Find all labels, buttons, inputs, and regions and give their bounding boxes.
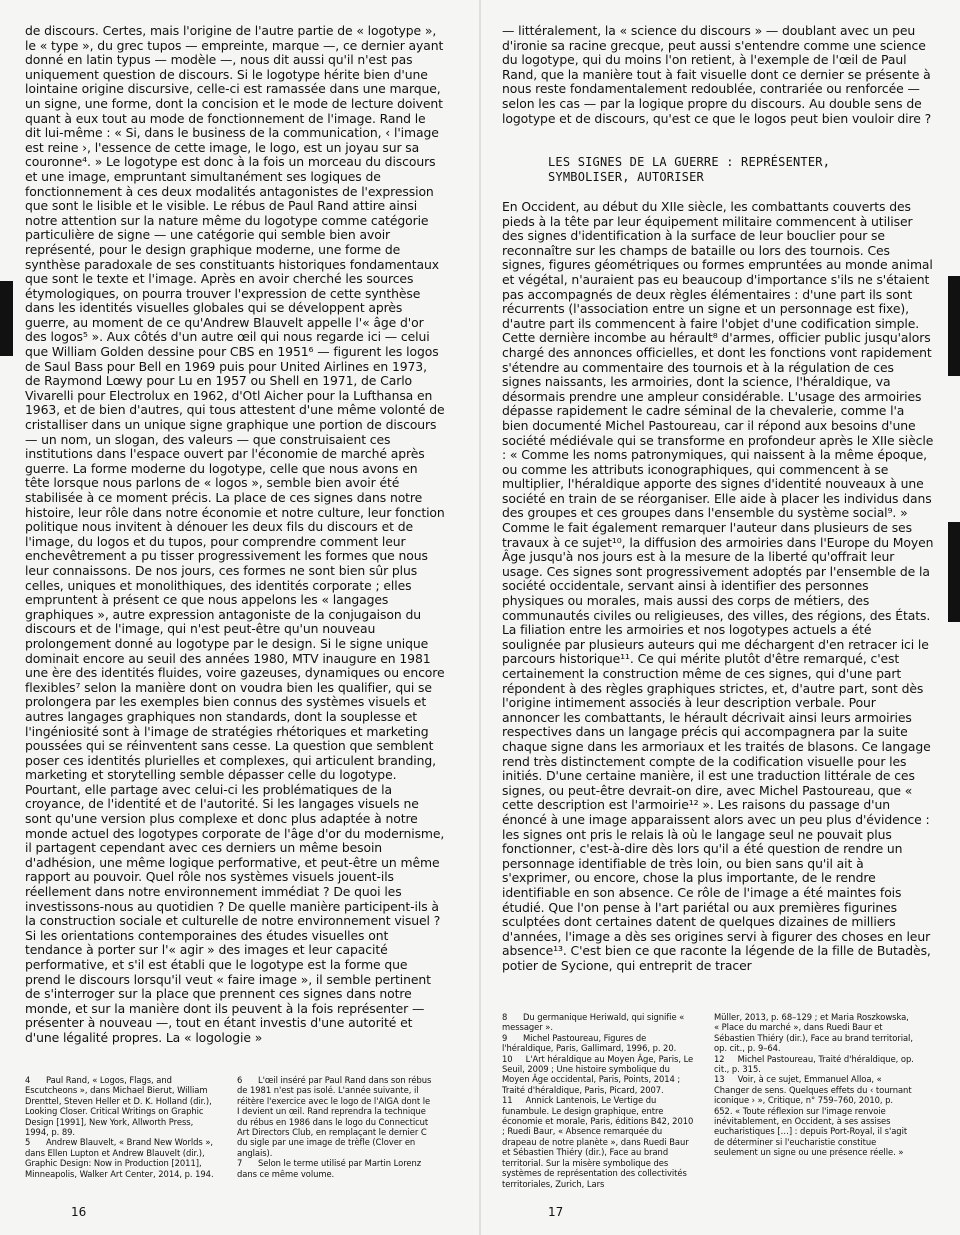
footnote-8: 8 Du germanique Heriwald, qui signifie « messager ». xyxy=(502,1012,685,1033)
left-footnotes-column-1 xyxy=(25,1075,217,1179)
footnote-13: 13 Voir, à ce sujet, Emmanuel Alloa, « Changer de sens. Quelques effets du ‹ tournant iconique › », Critique, n° 759–760, 2010, p. 652. « Toute réflexion sur l'image renvoie inévitablement, en Occident, à ses assises eucharistiques […] : depuis Port-Royal, il s'agit de déterminer si l'eucharistie constitue seulement un signe ou une présence réelle. » xyxy=(714,1074,912,1158)
left-edge-marker xyxy=(0,281,13,356)
right-edge-marker-1 xyxy=(948,276,960,376)
right-body-text: En Occident, au début du XIIe siècle, les combattants couverts des pieds à la tête par leur équipement militaire commencent à utiliser des signes d'identification à la surface de leur bouclier pour se reconnaître sur les champs de bataille ou lors des tournois. Ces signes, figures géométriques ou formes empruntées au monde animal et végétal, n'auraient pas eu beaucoup d'importance s'ils ne s'étaient pas accompagnés de deux règles élémentaires : d'une part ils sont récurrents (l'association entre un signe et un personnage est fixe), d'autre part ils commencent à faire l'objet d'une codification simple. Cette dernière incombe au hérault⁸ d'armes, officier public jusqu'alors chargé des annonces officielles, et dont les fonctions vont rapidement s'étendre au commentaire des tournois et à la régulation de ces signes naissants, les armoiries, dont la science, l'héraldique, va désormais prendre une ampleur considérable. L'usage des armoiries dépasse rapidement le cadre séminal de la chevalerie, comme l'a bien documenté Michel Pastoureau, car il répond aux besoins d'une société médiévale qui se transforme en profondeur après le XIIe siècle : « Comme les noms patronymiques, qui naissent à la même époque, ou comme les attributs iconographiques, qui commencent à se multiplier, l'héraldique apporte des signes d'identité nouveaux à une société en train de se réorganiser. Elle aide à placer les individus dans des groupes et ces groupes dans l'ensemble du système social⁹. » Comme le fait également remarquer l'auteur dans plusieurs de ses travaux à ce sujet¹⁰, la diffusion des armoiries dans l'Europe du Moyen Âge jusqu'à nos jours est à la mesure de la liberté qu'offrait leur usage. Ces signes sont progressivement adoptés par l'ensemble de la société occidentale, servant ainsi à identifier des personnes physiques ou morales, mais aussi des corps de métiers, des communautés civiles ou religieuses, des villes, des régions, des États. La filiation entre les armoiries et nos logotypes actuels a été soulignée par plusieurs auteurs qui me déchargent d'en retracer ici le parcours historique¹¹. Ce qui mérite plutôt d'être remarqué, c'est certainement la construction même de ces signes, qui d'une part répondent à des règles graphiques strictes, et, d'autre part, sont dès l'origine intimement associés à leur description verbale. Pour annoncer les combattants, le hérault décrivait ainsi leurs armoiries respectives dans un langage précis qui accompagnera par la suite chaque signe dans les armoriaux et les traités de blasons. Ce langage rend très distinctement compte de la codification visuelle pour les initiés. D'une certaine manière, il est une traduction littérale de ces signes, ou peut-être devrait-on dire, avec Michel Pastoureau, que « cette description est l'armoirie¹² ». Les raisons du passage d'un énoncé à une image apparaissent alors avec un peu plus d'évidence : les signes ont pris le relais là où le langage seul ne pouvait plus fonctionner, c'est-à-dire dès lors qu'il a été question de rendre un personnage identifiable de très loin, ou bien sans qu'il ait à s'exprimer, ou encore, chose la plus importante, de le rendre identifiable en son absence. Ce rôle de l'image a été maintes fois étudié. Que l'on pense à l'art pariétal ou aux premières figurines sculptées dont certaines datent de quelques dizaines de milliers d'années, l'image a dès ses origines servi à figurer des choses en leur absence¹³. C'est bien ce que raconte la légende de la fille de Butadès, potier de Sycione, qui entreprit de tracer xyxy=(502,199,934,973)
footnote-10: 10 L'Art héraldique au Moyen Âge, Paris, Le Seuil, 2009 ; Une histoire symbolique du Moyen Âge occidental, Paris, Points, 2014 ; Traité d'héraldique, Paris, Picard, 2007. xyxy=(502,1053,694,1095)
page-number-right: 17 xyxy=(548,1205,564,1219)
section-heading-line-1: LES SIGNES DE LA GUERRE : REPRÉSENTER, xyxy=(548,155,831,169)
footnote-9: 9 Michel Pastoureau, Figures de l'héraldique, Paris, Gallimard, 1996, p. 20. xyxy=(502,1032,677,1054)
right-footnotes-column-1 xyxy=(502,1012,698,1189)
footnote-5: 5 Andrew Blauvelt, « Brand New Worlds », dans Ellen Lupton et Andrew Blauvelt (dir.), Graphic Design: Now in Production [2011], Minneapolis, Walker Art Center, 2014, p. 194. xyxy=(25,1137,214,1179)
right-page xyxy=(480,0,960,1235)
left-footnotes-column-2 xyxy=(237,1075,433,1179)
right-intro-text: — littéralement, la « science du discours » — doublant avec un peu d'ironie sa racine grecque, peut aussi s'entendre comme une science du logotype, qui du moins l'on retient, à l'exemple de l'œil de Paul Rand, que la manière tout à fait visuelle dont ce dernier se présente à nous reste fondamentalement redoublée, contrariée ou renforcée — selon les cas — par la logique propre du discours. Au double sens de logotype et de discours, qu'est ce que le logos peut bien vouloir dire ? xyxy=(502,23,932,126)
section-heading-line-2: SYMBOLISER, AUTORISER xyxy=(548,170,704,184)
footnote-12: 12 Michel Pastoureau, Traité d'héraldique, op. cit., p. 315. xyxy=(714,1053,914,1075)
page-number-left: 16 xyxy=(71,1205,87,1219)
footnote-4: 4 Paul Rand, « Logos, Flags, and Escutcheons », dans Michael Bierut, William Drenttel, Steven Heller et D. K. Holland (dir.), Looking Closer. Critical Writings on Graphic Design [1991], New York, Allworth Press, 1994, p. 89. xyxy=(25,1075,212,1138)
footnote-11: 11 Annick Lantenois, Le Vertige du funambule. Le design graphique, entre économie et morale, Paris, éditions B42, 2010 ; Ruedi Baur, « Absence remarquée du drapeau de notre planète », dans Ruedi Baur et Sébastien Thiéry (dir.), Face au brand territorial. Sur la misère symbolique des systèmes de représentation des collectivités territoriales, Zurich, Lars xyxy=(502,1095,694,1189)
footnote-7: 7 Selon le terme utilisé par Martin Lorenz dans ce même volume. xyxy=(237,1158,422,1179)
left-body-text: de discours. Certes, mais l'origine de l'autre partie de « logotype », le « type », du grec tupos — empreinte, marque —, ce dernier ayant donné en latin typus — modèle —, nous dit aussi qu'il n'est pas uniquement question de discours. Si le logotype hérite bien d'une lointaine origine discursive, celle-ci est ramassée dans une marque, un signe, une forme, dont la concision et le mode de lecture doivent quant à eux tout au mode de fonctionnement de l'image. Rand le dit lui-même : « Si, dans le business de la communication, ‹ l'image est reine ›, l'essence de cette image, le logo, est un joyau sur sa couronne⁴. » Le logotype est donc à la fois un morceau du discours et une image, empruntant simultanément ses logiques de fonctionnement à ces deux modalités antagonistes de l'expression que sont le lisible et le visible. Le rébus de Paul Rand attire ainsi notre attention sur la nature même du logotype comme catégorie particulière de signe — une catégorie qui semble bien avoir représenté, pour le design graphique moderne, une forme de synthèse paradoxale de ses constituants historiques fondamentaux que sont le texte et l'image. Après en avoir cherché les sources étymologiques, on pourra trouver l'expression de cette synthèse dans les identités visuelles globales qui se développent après guerre, au moment de ce qu'Andrew Blauvelt appelle l'« âge d'or des logos⁵ ». Aux côtés d'un autre œil qui nous regarde ici — celui que William Golden dessine pour CBS en 1951⁶ — figurent les logos de Saul Bass pour Bell en 1969 puis pour United Airlines en 1973, de Raymond Lœwy pour Lu en 1957 ou Shell en 1971, de Carlo Vivarelli pour Electrolux en 1962, d'Otl Aicher pour la Lufthansa en 1963, et de bien d'autres, qui tous attestent d'une même volonté de cristalliser dans un unique signe graphique une portion de discours — un nom, un slogan, des valeurs — que construisaient ces institutions dans l'espace ouvert par l'économie de marché après guerre. La forme moderne du logotype, celle que nous avons en tête lorsque nous parlons de « logos », semble bien avoir été stabilisée à ce moment précis. La place de ces signes dans notre histoire, leur rôle dans notre économie et notre culture, leur fonction politique nous invitent à dénouer les deux fils du discours et de l'image, du logos et du tupos, pour comprendre comment leur enchevêtrement a pu tisser progressivement les formes que nous leur connaissons. De nos jours, ces formes ne sont bien sûr plus celles, uniques et monolithiques, des identités corporate ; elles empruntent à présent ce que nous appelons les « langages graphiques », autre expression antagoniste de la conjugaison du discours et de l'image, qui n'est peut-être qu'un nouveau prolongement donné au logotype par le design. Si le signe unique dominait encore au seuil des années 1980, MTV inaugure en 1981 une ère des identités fluides, voire gazeuses, dynamiques ou encore flexibles⁷ selon la manière dont on voudra bien les qualifier, qui se prolongera par les exemples bien connus des systèmes visuels et autres langages graphiques non standards, dont la souplesse et l'ingéniosité sont à l'image de stratégies rhétoriques et marketing poussées qui se réinventent sans cesse. La question que semblent poser ces identités plurielles et complexes, qui articulent branding, marketing et storytelling semble dépasser celle du logotype. Pourtant, elle partage avec celui-ci les problématiques de la croyance, de l'identité et de l'autorité. Si les langages visuels ne sont qu'une version plus complexe et donc plus adaptée à notre monde actuel des logotypes corporate de l'âge d'or du modernisme, il partagent cependant avec ces derniers un même besoin d'adhésion, une même logique performative, et peut-être un même rapport au pouvoir. Quel rôle nos systèmes visuels jouent-ils réellement dans notre environnement immédiat ? De quoi les investissons-nous au quotidien ? De quelle manière participent-ils à la construction sociale et culturelle de notre environnement visuel ? Si les orientations contemporaines des études visuelles ont tendance à porter sur l'« agir » des images et leur capacité performative, et s'il est établi que le logotype est la forme que prend le discours lorsqu'il veut « faire image », il semble pertinent de s'interroger sur la place que prennent ces signes dans notre monde, et sur la manière dont ils peuvent à la fois représenter — présenter à nouveau —, tout en étant investis d'une autorité et d'une légalité propres. La « logologie » xyxy=(25,23,445,1045)
footnote-6: 6 L'œil inséré par Paul Rand dans son rébus de 1981 n'est pas isolé. L'année suivante, il réitère l'exercice avec le logo de l'AIGA dont le I devient un œil. Rand reprendra la technique du rébus en 1986 dans le logo du Connecticut Art Directors Club, en remplaçant le dernier C du sigle par une image de trèfle (Clover en anglais). xyxy=(237,1075,432,1158)
right-edge-marker-2 xyxy=(948,522,960,622)
right-footnotes-column-2 xyxy=(714,1012,914,1158)
footnote-11-continued: Müller, 2013, p. 68–129 ; et Maria Roszkowska, « Place du marché », dans Ruedi Baur et Sébastien Thiéry (dir.), Face au brand territorial, op. cit., p. 9–64. xyxy=(714,1012,913,1054)
section-heading xyxy=(548,155,928,185)
